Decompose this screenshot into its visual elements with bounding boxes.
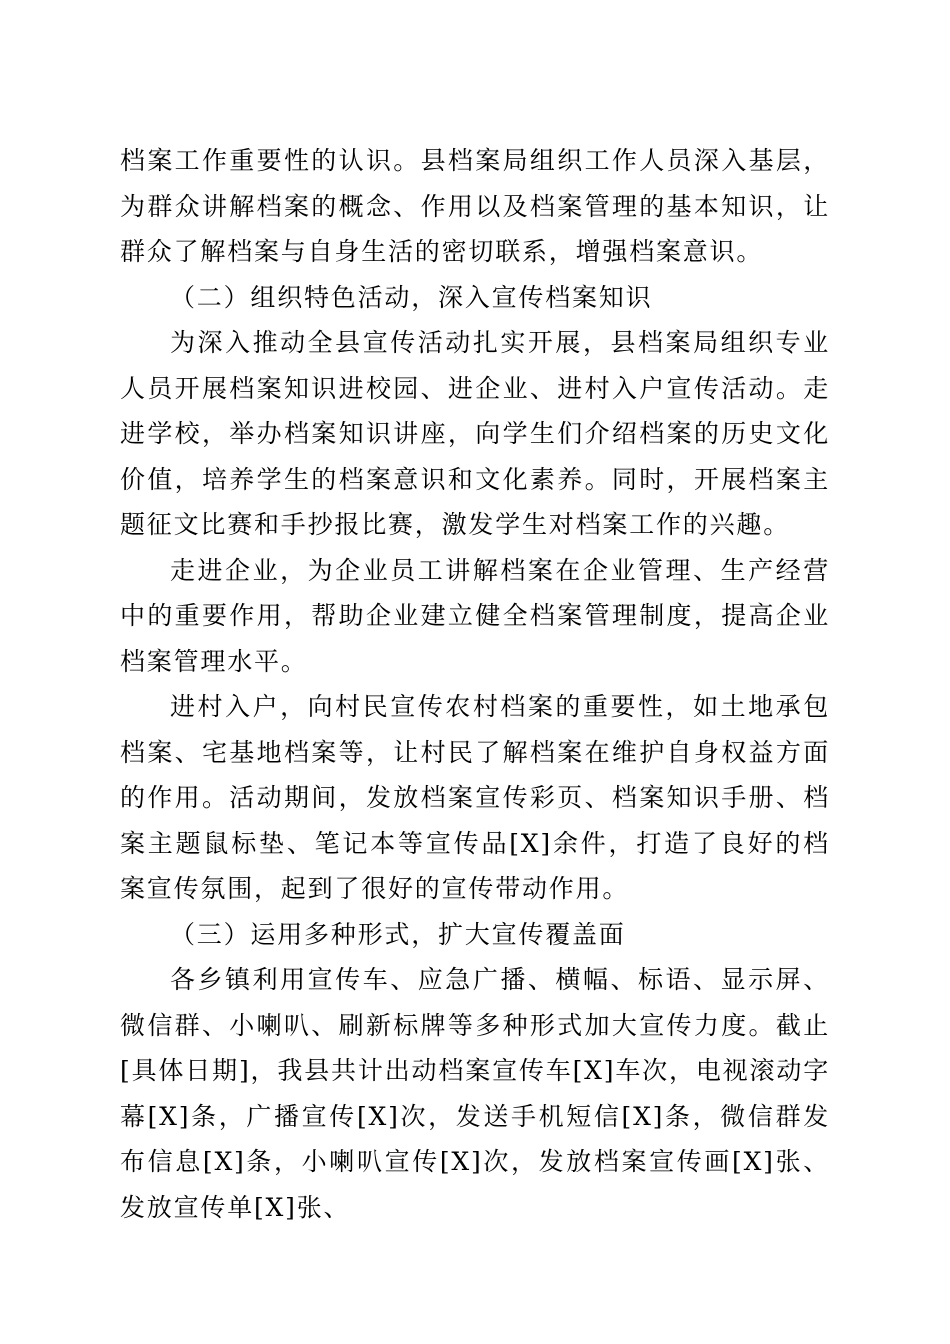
paragraph-enterprise-activities: 走进企业，为企业员工讲解档案在企业管理、生产经营中的重要作用，帮助企业建立健全档案管理制度，提高企业档案管理水平。	[120, 555, 830, 676]
document-body	[120, 138, 830, 1230]
section-heading-2: （二）组织特色活动，深入宣传档案知识	[170, 282, 653, 312]
paragraph-school-activities: 为深入推动全县宣传活动扎实开展，县档案局组织专业人员开展档案知识进校园、进企业、进村入户宣传活动。走进学校，举办档案知识讲座，向学生们介绍档案的历史文化价值，培养学生的档案意识和文化素养。同时，开展档案主题征文比赛和手抄报比赛，激发学生对档案工作的兴趣。	[120, 328, 830, 539]
paragraph-continuation: 档案工作重要性的认识。县档案局组织工作人员深入基层，为群众讲解档案的概念、作用以及档案管理的基本知识，让群众了解档案与自身生活的密切联系，增强档案意识。	[120, 146, 830, 266]
paragraph-publicity-forms: 各乡镇利用宣传车、应急广播、横幅、标语、显示屏、微信群、小喇叭、刷新标牌等多种形式加大宣传力度。截止[具体日期]，我县共计出动档案宣传车[X]车次，电视滚动字幕[X]条，广播宣传[X]次，发送手机短信[X]条，微信群发布信息[X]条，小喇叭宣传[X]次，发放档案宣传画[X]张、发放宣传单[X]张、	[120, 965, 830, 1222]
paragraph-village-activities: 进村入户，向村民宣传农村档案的重要性，如土地承包档案、宅基地档案等，让村民了解档案在维护自身权益方面的作用。活动期间，发放档案宣传彩页、档案知识手册、档案主题鼠标垫、笔记本等宣传品[X]余件，打造了良好的档案宣传氛围，起到了很好的宣传带动作用。	[120, 692, 830, 903]
section-heading-3: （三）运用多种形式，扩大宣传覆盖面	[170, 919, 626, 949]
